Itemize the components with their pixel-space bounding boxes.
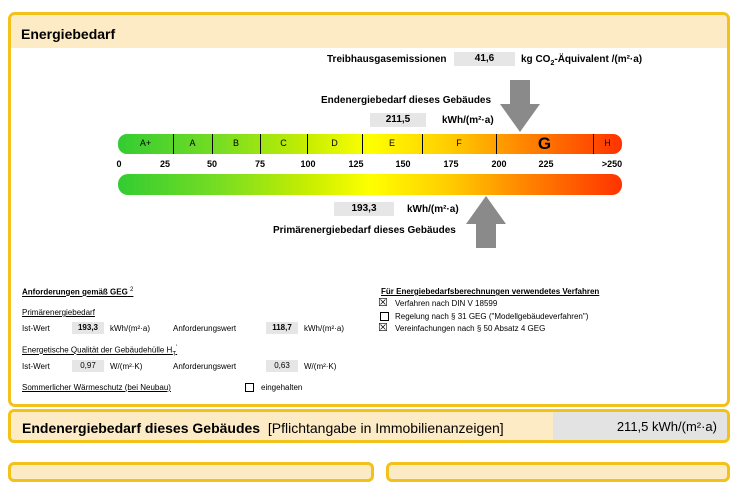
scale-tick: 225 <box>538 159 554 169</box>
emissions-label: Treibhausgasemissionen <box>327 54 447 65</box>
panel-title: Energiebedarf <box>21 26 116 42</box>
next-panel-left <box>8 462 374 482</box>
envelope-req-unit: W/(m²·K) <box>304 362 337 371</box>
end-energy-unit: kWh/(m²·a) <box>442 115 494 126</box>
primary-energy-value: 193,3 <box>334 202 394 216</box>
class-label-c: C <box>280 138 287 148</box>
methods-title: Für Energiebedarfsberechnungen verwendetes Verfahren <box>381 287 600 296</box>
requirements-title: Anforderungen gemäß GEG $^2$ <box>22 287 134 297</box>
class-label-h: H <box>604 138 611 148</box>
summer-protection-check-label: eingehalten <box>261 383 303 392</box>
end-energy-value: 211,5 <box>370 113 426 127</box>
envelope-ist-value: 0,97 <box>72 360 104 372</box>
emissions-value: 41,6 <box>454 52 515 66</box>
scale-tick: 75 <box>254 159 265 169</box>
primary-ist-unit: kWh/(m²·a) <box>110 324 150 333</box>
scale-tick: 150 <box>395 159 411 169</box>
scale-tick: 0 <box>116 159 122 169</box>
scale-tick: >250 <box>601 159 623 169</box>
envelope-ist-label: Ist-Wert <box>22 362 50 371</box>
primary-req-unit: kWh/(m²·a) <box>304 324 344 333</box>
method-label-din: Verfahren nach DIN V 18599 <box>395 299 498 308</box>
method-checkbox-simplified[interactable]: ☒ <box>378 322 388 334</box>
summer-protection-label: Sommerlicher Wärmeschutz (bei Neubau) <box>22 383 171 392</box>
scale-tick: 125 <box>348 159 364 169</box>
primary-energy-label: Primärenergiebedarf dieses Gebäudes <box>273 225 456 236</box>
primary-ist-value: 193,3 <box>72 322 104 334</box>
primary-requirements-title: Primärenergiebedarf <box>22 308 95 317</box>
method-label-model: Regelung nach § 31 GEG ("Modellgebäudeverfahren") <box>395 312 589 321</box>
class-label-a: A <box>189 138 196 148</box>
class-label-b: B <box>232 138 239 148</box>
method-label-simplified: Vereinfachungen nach § 50 Absatz 4 GEG <box>395 324 546 333</box>
envelope-ist-unit: W/(m²·K) <box>110 362 143 371</box>
primary-req-value: 118,7 <box>266 322 298 334</box>
envelope-req-value: 0,63 <box>266 360 298 372</box>
emissions-unit: kg $CO_2$-Äquivalent /(m²·a) <box>521 54 643 67</box>
energy-gradient-bar <box>118 174 622 195</box>
primary-ist-label: Ist-Wert <box>22 324 50 333</box>
primary-energy-unit: kWh/(m²·a) <box>407 204 459 215</box>
end-energy-summary <box>8 409 730 443</box>
primary-req-label: Anforderungswert <box>173 324 237 333</box>
end-energy-label: Endenergiebedarf dieses Gebäudes <box>321 95 492 106</box>
summary-value: 211,5 kWh/(m²·a) <box>553 412 727 440</box>
scale-tick: 50 <box>206 159 217 169</box>
class-label-d: D <box>331 138 338 148</box>
summer-protection-checkbox[interactable] <box>245 383 254 392</box>
envelope-title: Energetische Qualität der Gebäudehülle $H_T'$ <box>22 345 178 358</box>
next-panel-right <box>386 462 730 482</box>
class-label-a-plus: A+ <box>139 138 152 148</box>
primary-energy-arrow-icon <box>466 196 506 248</box>
scale-tick: 200 <box>491 159 507 169</box>
energy-class-scale <box>118 134 622 154</box>
envelope-req-label: Anforderungswert <box>173 362 237 371</box>
method-checkbox-model[interactable] <box>380 312 389 321</box>
class-label-f: F <box>456 138 462 148</box>
scale-tick: 25 <box>159 159 170 169</box>
end-energy-arrow-icon <box>500 80 540 132</box>
method-checkbox-din[interactable]: ☒ <box>378 297 388 309</box>
scale-tick: 175 <box>443 159 459 169</box>
summary-text: Endenergiebedarf dieses Gebäudes [Pflichtangabe in Immobilienanzeigen] <box>22 420 504 436</box>
panel-header <box>11 15 727 48</box>
class-label-e: E <box>388 138 395 148</box>
scale-tick: 100 <box>300 159 316 169</box>
class-label-g-current: G <box>537 134 552 153</box>
